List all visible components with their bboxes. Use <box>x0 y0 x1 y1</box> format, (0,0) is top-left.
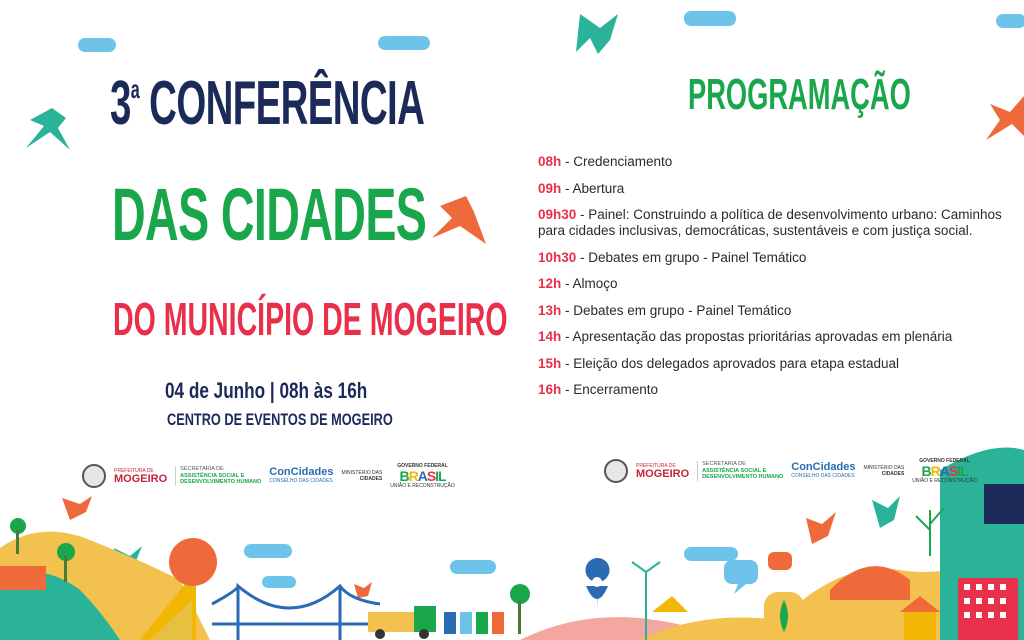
secretaria-logo <box>697 461 783 481</box>
concidades-logo <box>791 462 855 480</box>
municipal-seal-icon <box>604 459 628 483</box>
brasil-letter: A <box>939 463 949 479</box>
brasil-letter: L <box>960 463 968 479</box>
governo-federal-logo <box>390 463 454 489</box>
concidades-name: ConCidades <box>791 461 856 473</box>
brasil-letter: L <box>438 468 446 484</box>
schedule-text: - Abertura <box>561 180 625 196</box>
prefeitura-name: MOGEIRO <box>636 467 690 480</box>
brasil-letter: S <box>948 463 958 479</box>
schedule-item <box>538 356 1008 372</box>
prefeitura-small: PREFEITURA DE <box>114 467 154 474</box>
ministerio-name: CIDADES <box>359 476 383 482</box>
concidades-sub: CONSELHO DAS CIDADES <box>269 478 333 484</box>
brasil-letter: R <box>930 463 940 479</box>
event-venue: CENTRO DE EVENTOS DE MOGEIRO <box>167 410 393 429</box>
partner-logos-right <box>604 458 977 484</box>
schedule-time: 09h30 <box>538 207 577 222</box>
ministerio-logo <box>341 470 382 482</box>
ministerio-small: MINISTÉRIO DAS <box>863 465 905 471</box>
program-heading: PROGRAMAÇÃO <box>688 70 911 119</box>
title-number: 3 <box>110 69 131 138</box>
schedule-time: 14h <box>538 329 562 344</box>
schedule-time: 09h <box>538 180 562 196</box>
brasil-letter: I <box>957 463 961 479</box>
recycle-bins-icon <box>444 612 504 634</box>
prefeitura-logo <box>114 468 167 485</box>
prefeitura-logo <box>636 463 689 480</box>
brasil-wordmark <box>390 469 454 483</box>
ministerio-name: CIDADES <box>881 471 905 477</box>
title-ordinal: a <box>130 74 140 104</box>
title-line-3: DO MUNICÍPIO DE MOGEIRO <box>113 293 508 345</box>
concidades-logo <box>269 467 333 485</box>
schedule-text: - Debates em grupo - Painel Temático <box>576 249 807 265</box>
secretaria-logo <box>175 466 261 486</box>
concidades-name: ConCidades <box>269 466 334 478</box>
schedule-time: 15h <box>538 355 562 371</box>
governo-slogan: UNIÃO E RECONSTRUÇÃO <box>912 478 977 484</box>
schedule-item <box>538 250 1008 266</box>
schedule-text: - Eleição dos delegados aprovados para etapa estadual <box>561 355 900 371</box>
schedule-text: - Apresentação das propostas prioritárias aprovadas em plenária <box>561 329 953 344</box>
secretaria-line2: DESENVOLVIMENTO HUMANO <box>702 474 784 481</box>
location-pin-icon <box>586 558 610 608</box>
brasil-wordmark <box>912 464 976 478</box>
event-date: 04 de Junho | 08h às 16h <box>165 378 368 403</box>
schedule-item <box>538 382 1008 398</box>
schedule-item <box>538 181 1008 197</box>
governo-federal-logo <box>912 458 976 484</box>
schedule-text: - Credenciamento <box>561 154 673 169</box>
schedule-item <box>538 207 1008 239</box>
schedule-item <box>538 276 1008 292</box>
schedule-time: 12h <box>538 276 562 291</box>
municipal-seal-icon <box>82 464 106 488</box>
schedule-item <box>538 154 1008 170</box>
ministerio-logo <box>863 465 904 477</box>
governo-small: GOVERNO FEDERAL <box>919 458 970 464</box>
prefeitura-small: PREFEITURA DE <box>636 462 676 469</box>
brasil-letter: S <box>426 468 436 484</box>
ministerio-small: MINISTÉRIO DAS <box>341 470 383 476</box>
brasil-letter: R <box>408 468 418 484</box>
schedule-text: - Encerramento <box>561 382 659 397</box>
schedule-text: - Almoço <box>561 276 618 291</box>
schedule-time: 10h30 <box>538 249 577 265</box>
schedule-time: 13h <box>538 302 562 318</box>
brasil-letter: B <box>921 463 931 479</box>
secretaria-line1: ASSISTÊNCIA SOCIAL E <box>180 472 245 479</box>
conference-title <box>110 68 424 139</box>
concidades-sub: CONSELHO DAS CIDADES <box>791 473 855 479</box>
schedule-time: 08h <box>538 154 562 169</box>
brasil-letter: I <box>435 468 439 484</box>
secretaria-small: SECRETARIA DE <box>702 461 746 468</box>
title-word: CONFERÊNCIA <box>149 69 425 138</box>
secretaria-line1: ASSISTÊNCIA SOCIAL E <box>702 467 767 474</box>
schedule-time: 16h <box>538 382 562 397</box>
truck-icon <box>368 606 436 639</box>
governo-slogan: UNIÃO E RECONSTRUÇÃO <box>390 483 455 489</box>
schedule-item <box>538 303 1008 319</box>
schedule-text: - Painel: Construindo a política de desenvolvimento urbano: Caminhos para cidades inclusivas, democráticas, sustentáveis e com justiça social. <box>538 207 1002 238</box>
governo-small: GOVERNO FEDERAL <box>397 463 448 469</box>
secretaria-small: SECRETARIA DE <box>180 466 224 473</box>
title-line-2: DAS CIDADES <box>112 173 427 256</box>
bridge-icon <box>212 586 380 640</box>
secretaria-line2: DESENVOLVIMENTO HUMANO <box>180 479 262 486</box>
partner-logos-left <box>82 463 455 489</box>
schedule-item <box>538 329 1008 345</box>
schedule-text: - Debates em grupo - Painel Temático <box>561 302 792 318</box>
brasil-letter: B <box>399 468 409 484</box>
prefeitura-name: MOGEIRO <box>114 472 168 485</box>
program-schedule <box>538 154 1008 409</box>
brasil-letter: A <box>417 468 427 484</box>
